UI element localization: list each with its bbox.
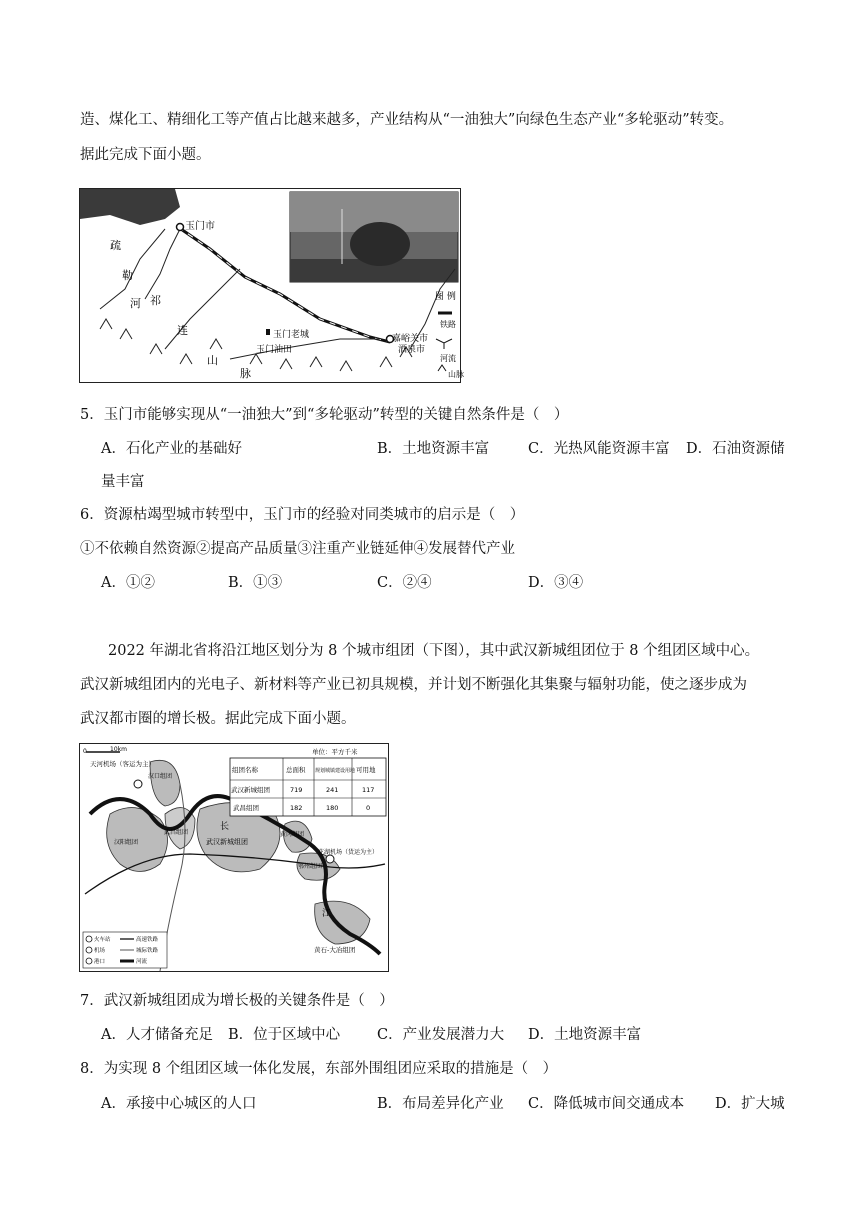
- legend-airport-icon: [86, 947, 92, 953]
- label-oilfield: 玉门油田: [256, 345, 293, 355]
- river-2: [145, 229, 180, 299]
- q7-option-c[interactable]: C．产业发展潜力大: [377, 1027, 505, 1043]
- label-xincheng: 武汉新城组团: [206, 838, 248, 846]
- label-huangshi: 黄石-大冶组团: [314, 946, 356, 954]
- intro2-line3: 武汉都市圈的增长极。据此完成下面小题。: [80, 711, 356, 727]
- q6-option-d[interactable]: D．③④: [528, 575, 584, 591]
- intro1-line1: 造、煤化工、精细化工等产值占比越来越多，产业结构从“一油独大”向绿色生态产业“多轮驱动”转变。: [80, 112, 734, 128]
- q8-stem: 8．为实现 8 个组团区域一体化发展，东部外围组团应采取的措施是（ ）: [80, 1061, 558, 1077]
- scale-label: 10km: [110, 746, 127, 753]
- q6-option-b[interactable]: B．①③: [228, 575, 283, 591]
- mountain-char-2: 连: [177, 324, 188, 337]
- intro2-line2: 武汉新城组团内的光电子、新材料等产业已初具规模，并计划不断强化其集聚与辐射功能，使之逐步成为: [80, 677, 747, 693]
- mountain-char-1: 祁: [150, 294, 161, 307]
- label-hanyang: 汉阳组团: [114, 839, 139, 846]
- label-airport1: 天河机场（客运为主）: [90, 760, 155, 768]
- river-char-2: 勒: [122, 269, 133, 282]
- label-wuchang: 武昌组团: [164, 829, 189, 836]
- table-r2-available: 0: [366, 804, 371, 812]
- legend-river-label: 河流: [440, 354, 456, 363]
- river-4: [230, 339, 380, 359]
- legend-river-icon: [436, 339, 452, 349]
- q7-option-a[interactable]: A．人才储备充足: [101, 1027, 213, 1043]
- scale-zero: 0: [83, 748, 87, 755]
- table-r2-name: 武昌组团: [233, 804, 259, 812]
- q8-option-c[interactable]: C．降低城市间交通成本: [528, 1096, 685, 1112]
- river-char-jiang: 江: [322, 909, 332, 919]
- cluster-huangshi-shape: [315, 901, 370, 944]
- q5-option-d[interactable]: D．石油资源储: [686, 441, 785, 457]
- table-header-name: 组团名称: [232, 766, 258, 774]
- table-header-planned: 规划城镇建设用地: [315, 768, 356, 774]
- huahu-airport-marker: [326, 855, 334, 863]
- legend-station-label: 火车站: [94, 937, 111, 943]
- label-jiuquan: 酒泉市: [398, 345, 426, 355]
- table-r2-total: 182: [290, 804, 303, 812]
- table-r1-available: 117: [362, 786, 375, 794]
- lake-area: [80, 189, 180, 225]
- q5-option-a[interactable]: A．石化产业的基础好: [101, 441, 242, 457]
- legend-mountain-label: 山脉: [448, 370, 464, 379]
- q8-option-a[interactable]: A．承接中心城区的人口: [101, 1096, 257, 1112]
- river-char-chang: 长: [220, 822, 230, 832]
- legend-intercity-label: 城际铁路: [136, 948, 159, 954]
- intro1-line2: 据此完成下面小题。: [80, 147, 211, 163]
- legend-station-icon: [86, 936, 92, 942]
- yumen-city-marker: [177, 224, 184, 231]
- label-huanggang: 黄冈组团: [280, 831, 305, 838]
- yumen-map: [80, 189, 464, 382]
- legend-port-icon: [86, 958, 92, 964]
- label-ezhou: 鄂州组团: [298, 863, 323, 870]
- label-jiayuguan: 嘉峪关市: [392, 334, 429, 344]
- table-header-available: 可用地: [356, 766, 376, 774]
- q7-stem: 7．武汉新城组团成为增长极的关键条件是（ ）: [80, 993, 394, 1009]
- q6-items: ①不依赖自然资源②提高产品质量③注重产业链延伸④发展替代产业: [80, 541, 515, 557]
- river-3: [165, 269, 240, 349]
- table-header-total: 总面积: [286, 766, 306, 774]
- label-yumen-old: 玉门老城: [273, 330, 310, 340]
- q5-option-c[interactable]: C．光热风能资源丰富: [528, 441, 670, 457]
- q8-option-b[interactable]: B．布局差异化产业: [377, 1096, 504, 1112]
- q7-option-b[interactable]: B．位于区域中心: [228, 1027, 341, 1043]
- river-char-1: 疏: [110, 239, 121, 252]
- photo-heliostat: [350, 222, 410, 266]
- legend-hsr-label: 高速铁路: [136, 937, 159, 943]
- mountain-char-4: 脉: [240, 367, 251, 380]
- legend-title: 图 例: [435, 292, 456, 302]
- river-char-3: 河: [130, 297, 141, 310]
- wuhan-map-figure: [79, 743, 389, 972]
- yumen-map-figure: [79, 188, 464, 383]
- table-r1-total: 719: [290, 786, 303, 794]
- table-r1-name: 武汉新城组团: [231, 786, 270, 794]
- label-airport2: 花湖机场（货运为主）: [318, 849, 379, 856]
- label-yumen: 玉门市: [185, 221, 215, 232]
- map2-legend: [83, 932, 167, 968]
- table-r1-planned: 241: [326, 786, 339, 794]
- wuhan-map: [80, 744, 388, 971]
- tianhe-airport-marker: [134, 780, 142, 788]
- legend-mountain-icon: [438, 365, 446, 371]
- q8-option-d[interactable]: D．扩大城: [715, 1096, 785, 1112]
- map1-legend: [435, 290, 464, 379]
- table-unit: 单位：平方千米: [312, 748, 358, 756]
- legend-rail-label: 铁路: [440, 320, 456, 329]
- table-r2-planned: 180: [326, 804, 339, 812]
- mountain-char-3: 山: [207, 354, 218, 367]
- legend-river-label: 河流: [136, 959, 148, 965]
- legend-airport-label: 机场: [94, 948, 106, 954]
- q7-option-d[interactable]: D．土地资源丰富: [528, 1027, 642, 1043]
- q6-option-a[interactable]: A．①②: [101, 575, 155, 591]
- area-table: [230, 747, 386, 816]
- q6-option-c[interactable]: C．②④: [377, 575, 432, 591]
- q5-option-d-cont: 量丰富: [101, 474, 145, 490]
- yumen-oldtown-marker: [266, 329, 270, 335]
- q5-stem: 5．玉门市能够实现从“一油独大”到“多轮驱动”转型的关键自然条件是（ ）: [80, 407, 569, 423]
- legend-port-label: 港口: [94, 959, 106, 965]
- label-hankou: 汉口组团: [148, 773, 173, 780]
- intro2-line1: 2022 年湖北省将沿江地区划分为 8 个城市组团（下图），其中武汉新城组团位于 8 个组团区域中心。: [108, 643, 760, 659]
- q5-option-b[interactable]: B．土地资源丰富: [377, 441, 490, 457]
- q6-stem: 6．资源枯竭型城市转型中，玉门市的经验对同类城市的启示是（ ）: [80, 507, 525, 523]
